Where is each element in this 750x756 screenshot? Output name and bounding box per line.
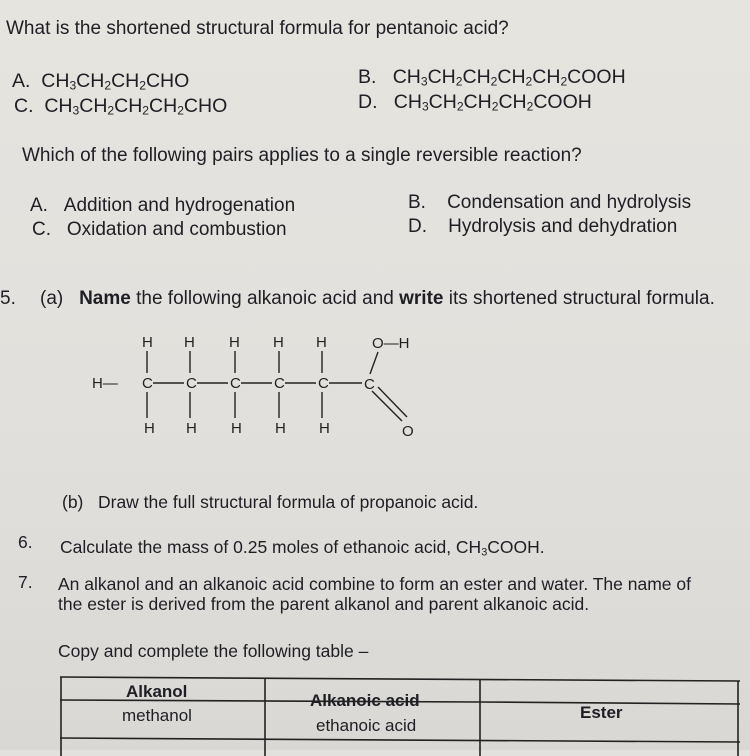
hydroxyl-group: O—H bbox=[372, 335, 410, 352]
q7-line1: An alkanol and an alkanoic acid combine to form an ester and water. The name of bbox=[58, 574, 691, 594]
atom-h-left: H— bbox=[92, 375, 118, 392]
formula-part: CH bbox=[114, 95, 143, 117]
atom-h: H bbox=[231, 420, 242, 437]
atom-h: H bbox=[186, 420, 197, 437]
atom-c: C bbox=[274, 375, 285, 392]
option-letter: B. bbox=[358, 66, 377, 88]
table-cell-alkanol: methanol bbox=[122, 706, 192, 725]
formula-part: CH bbox=[41, 70, 70, 92]
subscript: 2 bbox=[107, 103, 115, 118]
atom-h: H bbox=[316, 334, 327, 351]
option-letter: C. bbox=[32, 219, 51, 240]
atom-c: C bbox=[364, 376, 375, 393]
formula-part: CH bbox=[393, 91, 422, 113]
part-label: (a) bbox=[40, 288, 64, 309]
subscript: 2 bbox=[456, 99, 464, 114]
option-letter: D. bbox=[358, 91, 378, 113]
atom-h: H bbox=[319, 420, 330, 437]
q3-option-a bbox=[12, 70, 189, 93]
q3-option-c bbox=[14, 95, 227, 118]
question-text: Calculate the mass of 0.25 moles of ethanoic acid, CH bbox=[60, 537, 482, 557]
table-header-ester: Ester bbox=[580, 703, 623, 722]
formula-part: CH bbox=[427, 66, 456, 88]
subscript: 2 bbox=[490, 74, 498, 89]
option-letter: B. bbox=[408, 192, 426, 213]
option-text: Oxidation and combustion bbox=[66, 219, 287, 240]
formula-part: CH bbox=[111, 70, 140, 92]
q3-option-d bbox=[358, 91, 592, 114]
q7-line2: the ester is derived from the parent alkanol and parent alkanoic acid. bbox=[58, 594, 590, 614]
q5-part-b bbox=[62, 492, 478, 513]
option-letter: A. bbox=[30, 195, 48, 216]
option-text: Condensation and hydrolysis bbox=[447, 192, 692, 213]
subscript: 2 bbox=[526, 99, 534, 114]
subscript: 2 bbox=[142, 103, 150, 118]
option-text: Addition and hydrogenation bbox=[63, 195, 296, 216]
atom-c: C bbox=[230, 375, 241, 392]
atom-h: H bbox=[144, 420, 155, 437]
instruction-text: Draw the full structural formula of propanoic acid. bbox=[97, 492, 479, 512]
q6-text bbox=[60, 537, 545, 558]
instruction-text: the following alkanoic acid and bbox=[130, 288, 400, 309]
atom-h: H bbox=[273, 334, 284, 351]
formula-part: CH bbox=[79, 95, 108, 117]
option-letter: C. bbox=[14, 95, 34, 117]
q6-number: 6. bbox=[18, 532, 33, 552]
option-formula bbox=[393, 66, 626, 88]
subscript: 2 bbox=[104, 78, 112, 93]
subscript: 3 bbox=[69, 78, 77, 93]
atom-c: C bbox=[142, 375, 153, 392]
subscript: 2 bbox=[560, 74, 568, 89]
formula-part: CH bbox=[76, 70, 105, 92]
q7-instruction: Copy and complete the following table – bbox=[58, 641, 369, 661]
subscript: 2 bbox=[177, 103, 184, 118]
formula-part: CH bbox=[462, 66, 491, 88]
q4-option-d bbox=[408, 216, 677, 238]
q7-number: 7. bbox=[18, 572, 33, 592]
formula-part: CH bbox=[498, 91, 527, 113]
option-formula bbox=[41, 70, 189, 92]
option-formula bbox=[394, 91, 592, 113]
formula-part: CH bbox=[532, 66, 561, 88]
subscript: 2 bbox=[525, 74, 533, 89]
subscript: 2 bbox=[491, 99, 499, 114]
q4-option-a bbox=[30, 195, 295, 217]
option-letter: D. bbox=[408, 216, 427, 237]
atom-h: H bbox=[275, 420, 286, 437]
q3-question: What is the shortened structural formula for pentanoic acid? bbox=[6, 18, 509, 39]
table-header-alkanol: Alkanol bbox=[126, 682, 188, 701]
atom-c: C bbox=[318, 375, 329, 392]
q4-option-b bbox=[408, 192, 691, 214]
atom-h: H bbox=[184, 334, 195, 351]
atom-o: O bbox=[402, 423, 414, 440]
option-letter: A. bbox=[12, 70, 31, 92]
atom-h: H bbox=[229, 334, 240, 351]
bold-word: write bbox=[399, 288, 444, 309]
formula-part: CH bbox=[44, 95, 73, 117]
bold-word: Name bbox=[79, 288, 131, 309]
table-header-alkanoic-acid: Alkanoic acid bbox=[310, 691, 420, 710]
formula-part: CH bbox=[392, 66, 421, 88]
table-cell-alkanoic-acid: ethanoic acid bbox=[316, 716, 417, 735]
formula-part: CHO bbox=[145, 70, 190, 92]
formula-part: CH bbox=[428, 91, 457, 113]
formula-part: COOH bbox=[567, 66, 626, 88]
formula-part: CH bbox=[463, 91, 492, 113]
formula-part: CH bbox=[149, 95, 178, 117]
atom-h: H bbox=[142, 334, 153, 351]
formula-part: CHO bbox=[183, 95, 228, 117]
q5-number: 5. bbox=[0, 288, 16, 309]
subscript: 2 bbox=[139, 78, 146, 93]
question-text: COOH. bbox=[487, 537, 545, 557]
subscript: 3 bbox=[420, 74, 428, 89]
formula-part: CH bbox=[497, 66, 526, 88]
subscript: 2 bbox=[455, 74, 463, 89]
q4-question: Which of the following pairs applies to a single reversible reaction? bbox=[22, 145, 582, 166]
part-label: (b) bbox=[62, 492, 84, 512]
q3-option-b bbox=[358, 66, 626, 89]
subscript: 3 bbox=[421, 99, 429, 114]
option-text: Hydrolysis and dehydration bbox=[448, 216, 678, 237]
atom-c: C bbox=[186, 375, 197, 392]
subscript: 3 bbox=[481, 546, 488, 559]
q4-option-c bbox=[32, 219, 287, 241]
formula-part: COOH bbox=[533, 91, 592, 113]
subscript: 3 bbox=[72, 103, 80, 118]
structural-formula-diagram bbox=[80, 328, 460, 448]
option-formula bbox=[44, 95, 227, 117]
q5-part-a bbox=[40, 288, 715, 310]
alkanol-ester-table bbox=[60, 676, 740, 756]
instruction-text: its shortened structural formula. bbox=[443, 288, 715, 309]
